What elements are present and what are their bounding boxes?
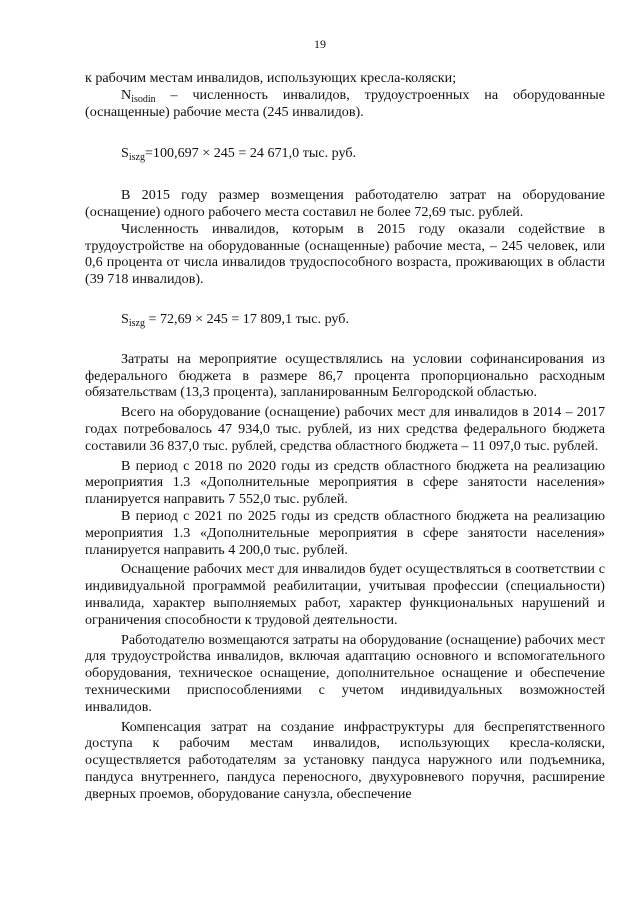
paragraph-period-2018-2020: В период с 2018 по 2020 годы из средств областного бюджета на реализацию мероприятия 1.3 «Дополнительные мероприятия в сфере занятости населения» планируется направить 7 552,0 тыс. рублей. bbox=[85, 457, 605, 508]
formula-2 bbox=[85, 311, 605, 328]
paragraph-period-2021-2025: В период с 2021 по 2025 годы из средств областного бюджета на реализацию мероприятия 1.3 «Дополнительные мероприятия в сфере занятости населения» планируется направить 4 200,0 тыс. рублей. bbox=[85, 507, 605, 558]
formula-subscript: iszg bbox=[128, 152, 145, 164]
variable-symbol: N bbox=[121, 86, 132, 103]
paragraph-infrastructure-compensation: Компенсация затрат на создание инфраструктуры для беспрепятственного доступа к рабочим местам инвалидов, использующих кресла-коляски, осуществляется работодателям за установку пандуса наружного или подъемника, пандуса внутреннего, пандуса переносного, двухуровневого поручня, расширение дверных проемов, оборудование санузла, обеспечение bbox=[85, 718, 605, 802]
formula-1 bbox=[85, 145, 605, 162]
paragraph-equipment-rehab: Оснащение рабочих мест для инвалидов будет осуществляться в соответствии с индивидуальной программой реабилитации, учитывая профессии (специальности) инвалида, характер выполняемых работ, характер функциональных нарушений и ограничения способности к трудовой деятельности. bbox=[85, 561, 605, 628]
formula-subscript: iszg bbox=[128, 317, 145, 329]
paragraph-employer-reimbursement: Работодателю возмещаются затраты на оборудование (оснащение) рабочих мест для трудоустройства инвалидов, включая адаптацию основного и вспомогательного оборудования, техническое оснащение, дополнительное оснащение и обеспечение техническими приспособлениями с учетом индивидуальных возможностей инвалидов. bbox=[85, 631, 605, 715]
variable-definition-n bbox=[85, 87, 605, 121]
formula-symbol: S bbox=[121, 145, 129, 162]
continuation-line: к рабочим местам инвалидов, использующих кресла-коляски; bbox=[85, 70, 457, 86]
formula-expression: = 72,69 × 245 = 17 809,1 тыс. руб. bbox=[144, 310, 349, 327]
paragraph-employed-count: Численность инвалидов, которым в 2015 году оказали содействие в трудоустройстве на оборудованные (оснащенные) рабочие места, – 245 человек, или 0,6 процента от числа инвалидов трудоспособного возраста, проживающих в области (39 718 инвалидов). bbox=[85, 220, 605, 288]
variable-subscript: isodin bbox=[131, 93, 156, 105]
page-number: 19 bbox=[314, 37, 326, 51]
formula-expression: =100,697 × 245 = 24 671,0 тыс. руб. bbox=[144, 145, 357, 162]
paragraph-cofinancing: Затраты на мероприятие осуществлялись на условии софинансирования из федерального бюджета в размере 86,7 процента пропорционально расходным обязательствам (13,3 процента), запланированным Белгородской областью. bbox=[85, 350, 605, 401]
paragraph-total-2014-2017: Всего на оборудование (оснащение) рабочих мест для инвалидов в 2014 – 2017 годах потребовалось 47 934,0 тыс. рублей, из них средства федерального бюджета составили 36 837,0 тыс. рублей, средства областного бюджета – 11 097,0 тыс. рублей. bbox=[85, 404, 605, 454]
variable-definition-text: – численность инвалидов, трудоустроенных на оборудованные (оснащенные) рабочие места (245 инвалидов). bbox=[85, 86, 605, 120]
formula-symbol: S bbox=[121, 310, 129, 327]
paragraph-compensation-2015: В 2015 году размер возмещения работодателю затрат на оборудование (оснащение) одного рабочего места составил не более 72,69 тыс. рублей. bbox=[85, 187, 605, 220]
document-body bbox=[85, 70, 605, 802]
